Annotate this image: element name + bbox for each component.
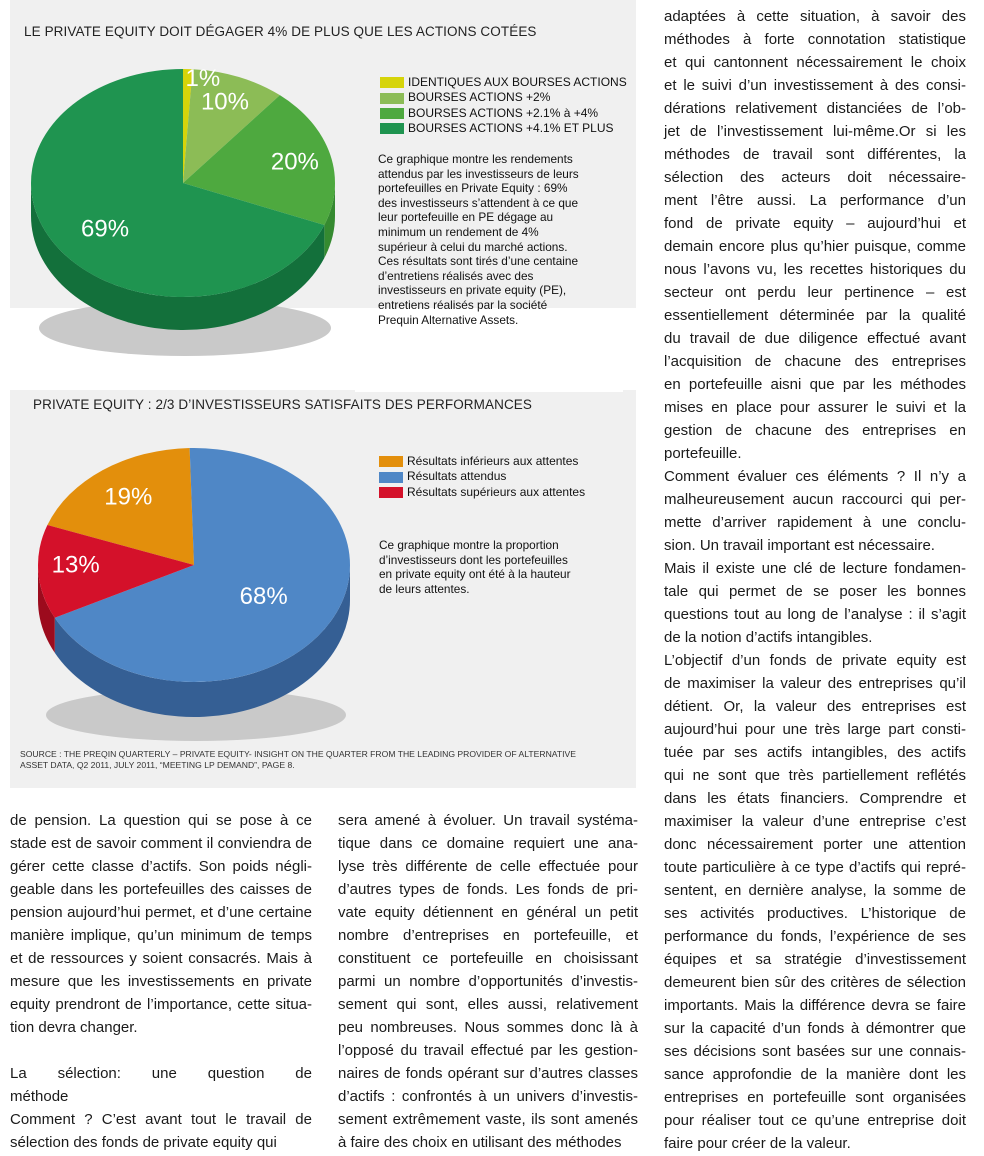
text-line: équipes et sa stratégie d’investissement xyxy=(664,951,966,968)
text-line: gestion de chacune des entreprises en xyxy=(664,422,966,439)
text-line: questions tout au long de l’analyse : il s’agit xyxy=(664,606,966,623)
legend-label: BOURSES ACTIONS +4.1% ET PLUS xyxy=(408,121,614,136)
legend-item xyxy=(380,75,627,90)
pie-slice-label: 1% xyxy=(185,64,221,92)
legend-label: BOURSES ACTIONS +2.1% à +4% xyxy=(408,105,599,120)
legend-item xyxy=(379,469,585,484)
text-line: tion devra changer. xyxy=(10,1019,138,1036)
text-line: dérations relativement distanciées de l’ob- xyxy=(664,100,966,117)
description-line: entretiens réalisés par la société xyxy=(378,297,548,312)
text-line: ment l’être aussi. La performance d’un xyxy=(664,192,966,209)
text-line: essentiellement déterminée par la qualité xyxy=(664,307,966,324)
pie-chart-returns xyxy=(0,0,360,360)
text-line: Comment évaluer ces éléments ? Il n’y a xyxy=(664,468,966,485)
description-line: Prequin Alternative Assets. xyxy=(378,312,519,327)
article-column-1 xyxy=(10,809,312,1154)
legend-item xyxy=(380,106,627,121)
text-line: constituent ce portefeuille en choisissant xyxy=(338,950,638,967)
text-line: sentent, en dernière analyse, la somme de xyxy=(664,882,966,899)
text-line: de la notion d’actifs intangibles. xyxy=(664,629,873,646)
legend-swatch xyxy=(379,487,403,498)
text-line: à faire des choix en utilisant des méthodes xyxy=(338,1134,622,1151)
description-line: Ces résultats sont tirés d’une centaine xyxy=(378,254,578,269)
text-line: mises en place pour assurer le suivi et la xyxy=(664,399,966,416)
text-line: sance approfondie de la manière dont les xyxy=(664,1066,966,1083)
text-line: sera amené à évoluer. Un travail systéma- xyxy=(338,812,638,829)
text-line: méthodes à forte connotation statistique xyxy=(664,31,966,48)
text-line: portefeuille. xyxy=(664,445,742,462)
text-line: naires de fonds opérant sur d’autres classes xyxy=(338,1065,638,1082)
text-line: parmi un nombre d’opportunités d’investis- xyxy=(338,973,638,990)
text-line: d’autres types de fonds. Les fonds de pri- xyxy=(338,881,638,898)
text-line: nous l’avons vu, les recettes historiques du xyxy=(664,261,966,278)
text-line: performance du fonds, l’expérience de ses xyxy=(664,928,966,945)
text-line: adaptées à cette situation, à savoir des xyxy=(664,8,966,25)
paragraph-gap xyxy=(10,1039,312,1062)
text-line: d’actifs : confrontés à un univers d’investis- xyxy=(338,1088,638,1105)
text-line: et qui cantonnent nécessairement le choix xyxy=(664,54,966,71)
legend-label: Résultats supérieurs aux attentes xyxy=(407,484,586,499)
pie-slice-label: 68% xyxy=(239,583,288,611)
text-line: Comment ? C’est avant tout le travail de xyxy=(10,1111,312,1128)
legend-item xyxy=(379,485,585,500)
text-line: geable dans les portefeuilles des caisses de xyxy=(10,881,312,898)
description-line: minimum un rendement de 4% xyxy=(378,224,539,239)
legend-satisfaction xyxy=(379,454,585,500)
text-line: malheureusement aucun raccourci qui per- xyxy=(664,491,966,508)
legend-swatch xyxy=(380,77,404,88)
text-line: détient. Or, la valeur des entreprises est xyxy=(664,698,966,715)
description-line: Ce graphique montre la proportion xyxy=(379,538,559,552)
text-line: equity prendront de l’importance, cette situa- xyxy=(10,996,312,1013)
text-line: toute particulière à ce type d’actifs qui repré- xyxy=(664,859,966,876)
description-line: d’investisseurs dont les portefeuilles xyxy=(379,552,568,567)
text-line: gérer cette classe d’actifs. Son poids négli- xyxy=(10,858,312,875)
description-line: leur portefeuille en PE dégage au xyxy=(378,210,554,225)
text-line: dans les états financiers. Comprendre et xyxy=(664,790,966,807)
text-line: manière implique, qu’un minimum de temps xyxy=(10,927,312,944)
text-line: ses activités productives. L’historique de xyxy=(664,905,966,922)
text-line: méthodes de travail sont différentes, la xyxy=(664,146,966,163)
legend-label: BOURSES ACTIONS +2% xyxy=(408,90,551,105)
legend-item xyxy=(380,90,627,105)
pie-slice-label: 69% xyxy=(81,215,130,243)
text-line: de maximiser la valeur des entreprises qu’il xyxy=(664,675,966,692)
text-line: jet de l’investissement lui-même.Or si les xyxy=(664,123,966,140)
legend-label: IDENTIQUES AUX BOURSES ACTIONS xyxy=(408,75,627,89)
text-line: aujourd’hui pour une très large part consti- xyxy=(664,721,966,738)
text-line: sion. Un travail important est nécessaire. xyxy=(664,537,935,554)
text-line: sélection des acteurs doit nécessaire- xyxy=(664,169,966,186)
text-line: ses décisions sont basées sur une connais- xyxy=(664,1043,966,1060)
text-line: sement extrêmement vaste, ils sont amenés xyxy=(338,1111,638,1128)
pie-slice-label: 10% xyxy=(200,88,249,116)
text-line: secteur ont perdu leur pertinence – est xyxy=(664,284,966,301)
chart-title-returns: LE PRIVATE EQUITY DOIT DÉGAGER 4% DE PLUS QUE LES ACTIONS COTÉES xyxy=(24,24,537,39)
legend-swatch xyxy=(379,472,403,483)
pie-slice-label: 13% xyxy=(51,551,100,579)
text-line: méthode xyxy=(10,1088,69,1105)
legend-swatch xyxy=(380,123,404,134)
text-line: peu nombreuses. Nous sommes donc là à xyxy=(338,1019,638,1036)
text-line: importants. Mais la différence devra se faire xyxy=(664,997,966,1014)
source-note xyxy=(20,749,576,771)
text-line: en portefeuille aisni que par les méthodes xyxy=(664,376,966,393)
text-line: mesure que les investissements en private xyxy=(10,973,312,990)
text-line: nombre d’entreprises en portefeuille, et xyxy=(338,927,638,944)
text-line: pour réaliser tout ce qu’une entreprise doit xyxy=(664,1112,966,1129)
text-line: pension aujourd’hui permet, et d’une certaine xyxy=(10,904,312,921)
description-line: supérieur à celui du marché actions. xyxy=(378,239,568,254)
text-line: Mais il existe une clé de lecture fondamen- xyxy=(664,560,966,577)
text-line: sur la capacité d’un fonds à démontrer que xyxy=(664,1020,966,1037)
text-line: faire pour créer de la valeur. xyxy=(664,1135,851,1152)
text-line: donc nécessairement porter une attention xyxy=(664,836,966,853)
description-line: Ce graphique montre les rendements xyxy=(378,152,573,166)
legend-swatch xyxy=(380,108,404,119)
article-column-2 xyxy=(338,809,638,1154)
text-line: l’acquisition de chacune des entreprises xyxy=(664,353,966,370)
legend-swatch xyxy=(379,456,403,467)
text-line: entreprises en portefeuille sont organisées xyxy=(664,1089,966,1106)
legend-item xyxy=(379,454,585,469)
legend-item xyxy=(380,121,627,136)
text-line: sement qui sont, elles aussi, relativement xyxy=(338,996,638,1013)
text-line: vate equity détiennent en général un petit xyxy=(338,904,638,921)
text-line: fond de private equity – aujourd’hui et xyxy=(664,215,966,232)
text-line: qui ne sont que très partiellement reflétés xyxy=(664,767,966,784)
pie-chart-satisfaction xyxy=(0,380,370,710)
source-line: ASSET DATA, Q2 2011, JULY 2011, “MEETING LP DEMAND”, PAGE 8. xyxy=(20,760,295,771)
description-line: en private equity ont été à la hauteur xyxy=(379,567,571,582)
legend-label: Résultats attendus xyxy=(407,469,507,484)
article-column-3 xyxy=(664,5,966,1155)
description-line: portefeuilles en Private Equity : 69% xyxy=(378,181,568,196)
text-line: sélection des fonds de private equity qui xyxy=(10,1134,277,1151)
chart-description-satisfaction xyxy=(379,538,571,596)
text-line: de pension. La question qui se pose à ce xyxy=(10,812,312,829)
text-line: et de ressources y soient consacrés. Mais à xyxy=(10,950,312,967)
legend-label: Résultats inférieurs aux attentes xyxy=(407,454,579,468)
text-line: maximiser la valeur d’une entreprise c’est xyxy=(664,813,966,830)
description-line: attendus par les investisseurs de leurs xyxy=(378,166,579,181)
text-line: lyse très différente de celle effectuée pour xyxy=(338,858,638,875)
description-line: des investisseurs s’attendent à ce que xyxy=(378,195,579,210)
description-line: d’entretiens réalisés avec des xyxy=(378,268,534,283)
chart-description-returns xyxy=(378,152,579,327)
text-line: L’objectif d’un fonds de private equity est xyxy=(664,652,966,669)
text-line: l’opposé du travail effectué par les gestion- xyxy=(338,1042,638,1059)
description-line: de leurs attentes. xyxy=(379,581,470,596)
legend-returns xyxy=(380,75,627,137)
text-line: tuée par ses actifs intangibles, des actifs xyxy=(664,744,966,761)
text-line: du travail de due diligence effectué avant xyxy=(664,330,966,347)
source-line: SOURCE : THE PREQIN QUARTERLY – PRIVATE EQUITY- INSIGHT ON THE QUARTER FROM THE LEADING PROVIDER OF ALTERNATIVE xyxy=(20,749,576,759)
text-line: tale qui permet de se poser les bonnes xyxy=(664,583,966,600)
blank-patch xyxy=(355,346,623,392)
text-line: mette d’arriver rapidement à une conclu- xyxy=(664,514,966,531)
text-line: La sélection: une question de xyxy=(10,1065,312,1082)
text-line: demain encore plus qu’hier puisque, comme xyxy=(664,238,966,255)
pie-slice-label: 20% xyxy=(270,148,319,176)
text-line: et le suivi d’un investissement à des consi- xyxy=(664,77,966,94)
chart-title-satisfaction: PRIVATE EQUITY : 2/3 D’INVESTISSEURS SATISFAITS DES PERFORMANCES xyxy=(33,397,533,412)
text-line: demeurent bien sûr des critères de sélection xyxy=(664,974,966,991)
pie-slice-label: 19% xyxy=(104,483,153,511)
description-line: investisseurs en private equity (PE), xyxy=(378,283,567,298)
text-line: tique dans ce domaine requiert une ana- xyxy=(338,835,638,852)
legend-swatch xyxy=(380,93,404,104)
text-line: stade est de savoir comment il conviendra de xyxy=(10,835,312,852)
